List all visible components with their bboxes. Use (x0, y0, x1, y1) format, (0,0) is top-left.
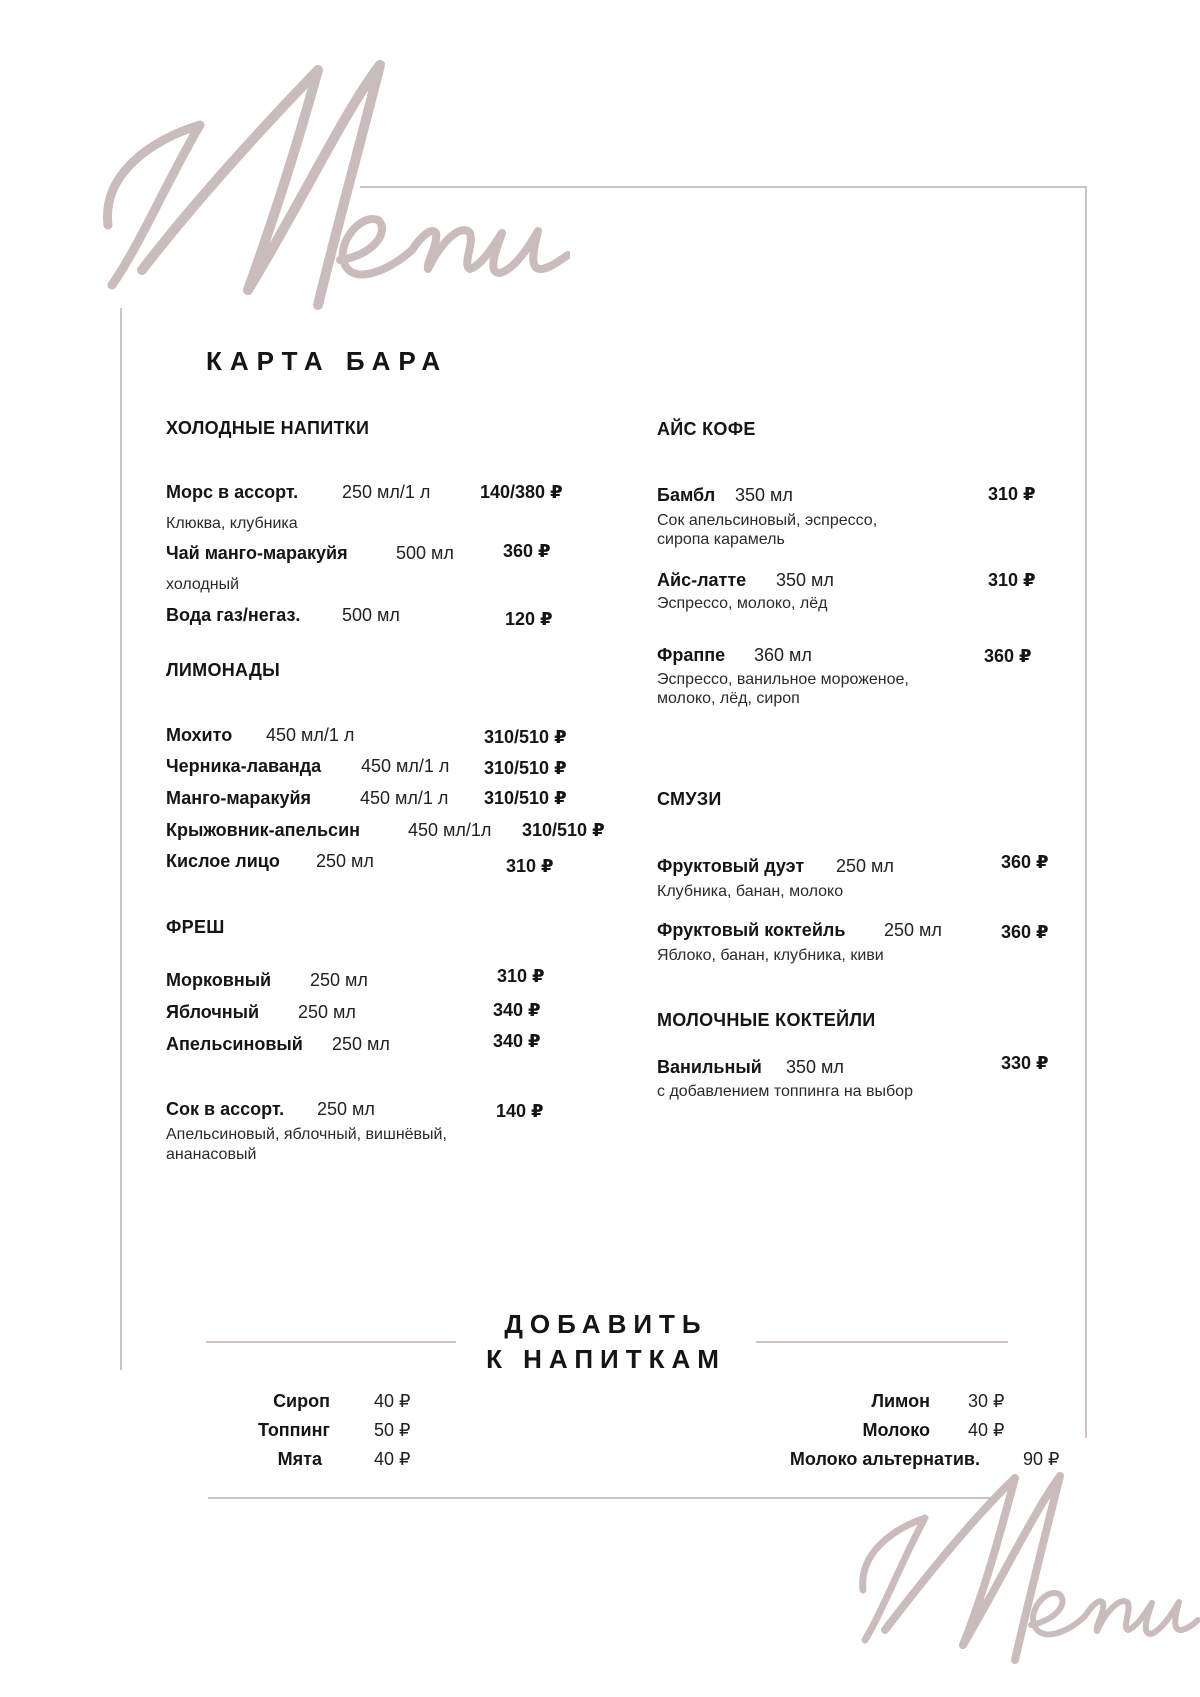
section-title-cold-drinks: ХОЛОДНЫЕ НАПИТКИ (166, 418, 370, 438)
item-description: сиропа карамель (657, 531, 785, 548)
item-price: 360 ₽ (503, 541, 551, 561)
item-description: Яблоко, банан, клубника, киви (657, 947, 884, 964)
addons-title-line2: К НАПИТКАМ (486, 1344, 726, 1374)
addon-price: 40 ₽ (968, 1420, 1005, 1440)
item-price: 120 ₽ (505, 609, 553, 629)
addon-name: Сироп (273, 1391, 330, 1411)
addon-price: 30 ₽ (968, 1391, 1005, 1411)
section-title-iced-coffee: АЙС КОФЕ (657, 419, 756, 439)
item-volume: 250 мл (884, 920, 942, 940)
item-price: 140 ₽ (496, 1101, 544, 1121)
item-price: 360 ₽ (1001, 922, 1049, 942)
item-volume: 450 мл/1 л (360, 788, 449, 808)
addon-name: Мята (277, 1449, 322, 1469)
item-name: Бамбл (657, 485, 716, 505)
item-volume: 350 мл (735, 485, 793, 505)
item-price: 330 ₽ (1001, 1053, 1049, 1073)
item-volume: 350 мл (776, 570, 834, 590)
item-name: Сок в ассорт. (166, 1099, 285, 1119)
addons-right-line (756, 1341, 1008, 1343)
addon-price: 40 ₽ (374, 1449, 411, 1469)
frame-top-line (360, 186, 1087, 188)
item-description: молоко, лёд, сироп (657, 690, 800, 707)
item-price: 360 ₽ (984, 646, 1032, 666)
item-name: Черника-лаванда (166, 756, 322, 776)
item-volume: 250 мл (317, 1099, 375, 1119)
item-price: 340 ₽ (493, 1031, 541, 1051)
addon-price: 50 ₽ (374, 1420, 411, 1440)
menu-script-logo-top (90, 55, 570, 325)
item-volume: 450 мл/1 л (361, 756, 450, 776)
item-price: 360 ₽ (1001, 852, 1049, 872)
page-title: КАРТА БАРА (206, 346, 449, 376)
item-volume: 250 мл/1 л (342, 482, 431, 502)
item-volume: 500 мл (342, 605, 400, 625)
item-volume: 450 мл/1 л (266, 725, 355, 745)
item-name: Кислое лицо (166, 851, 280, 871)
section-title-milkshakes: МОЛОЧНЫЕ КОКТЕЙЛИ (657, 1010, 876, 1030)
item-volume: 250 мл (310, 970, 368, 990)
item-name: Вода газ/негаз. (166, 605, 301, 625)
item-description: Клубника, банан, молоко (657, 883, 844, 900)
item-name: Мохито (166, 725, 233, 745)
item-description: холодный (166, 576, 240, 593)
item-price: 310 ₽ (988, 570, 1036, 590)
item-name: Морс в ассорт. (166, 482, 299, 502)
addon-name: Лимон (871, 1391, 930, 1411)
section-title-smoothies: СМУЗИ (657, 789, 722, 809)
item-name: Апельсиновый (166, 1034, 303, 1054)
item-name: Фруктовый дуэт (657, 856, 805, 876)
item-volume: 500 мл (396, 543, 454, 563)
item-volume: 250 мл (316, 851, 374, 871)
item-volume: 360 мл (754, 645, 812, 665)
item-volume: 250 мл (332, 1034, 390, 1054)
item-price: 140/380 ₽ (480, 482, 563, 502)
item-description: с добавлением топпинга на выбор (657, 1083, 913, 1100)
item-name: Крыжовник-апельсин (166, 820, 361, 840)
item-price: 310 ₽ (988, 484, 1036, 504)
item-volume: 450 мл/1л (408, 820, 492, 840)
addon-name: Топпинг (257, 1420, 330, 1440)
item-description: Эспрессо, ванильное мороженое, (657, 671, 909, 688)
item-price: 310/510 ₽ (484, 758, 567, 778)
item-price: 310 ₽ (506, 856, 554, 876)
item-price: 310 ₽ (497, 966, 545, 986)
item-description: ананасовый (166, 1146, 257, 1163)
addon-name: Молоко альтернатив. (789, 1449, 980, 1469)
item-description: Эспрессо, молоко, лёд (657, 595, 828, 612)
item-name: Ванильный (657, 1057, 762, 1077)
item-name: Фраппе (657, 645, 726, 665)
item-name: Манго-маракуйя (166, 788, 312, 808)
addon-price: 40 ₽ (374, 1391, 411, 1411)
section-title-lemonades: ЛИМОНАДЫ (166, 660, 281, 680)
frame-right-line (1085, 186, 1087, 1438)
addons-left-line (206, 1341, 456, 1343)
item-price: 310/510 ₽ (484, 788, 567, 808)
item-price: 310/510 ₽ (484, 727, 567, 747)
item-name: Морковный (166, 970, 272, 990)
item-description: Апельсиновый, яблочный, вишнёвый, (166, 1126, 447, 1143)
addons-title-line1: ДОБАВИТЬ (504, 1309, 708, 1339)
addon-name: Молоко (862, 1420, 930, 1440)
item-price: 310/510 ₽ (522, 820, 605, 840)
item-price: 340 ₽ (493, 1000, 541, 1020)
frame-bottom-line (208, 1497, 996, 1499)
menu-script-logo-bottom (845, 1470, 1200, 1697)
addon-price: 90 ₽ (1023, 1449, 1060, 1469)
item-name: Чай манго-маракуйя (166, 543, 348, 563)
item-name: Фруктовый коктейль (657, 920, 846, 940)
item-volume: 250 мл (298, 1002, 356, 1022)
item-volume: 250 мл (836, 856, 894, 876)
item-volume: 350 мл (786, 1057, 844, 1077)
frame-left-line (120, 308, 122, 1370)
item-name: Айс-латте (657, 570, 747, 590)
item-name: Яблочный (166, 1002, 260, 1022)
item-description: Сок апельсиновый, эспрессо, (657, 512, 878, 529)
item-description: Клюква, клубника (166, 515, 298, 532)
section-title-fresh: ФРЕШ (166, 917, 225, 937)
